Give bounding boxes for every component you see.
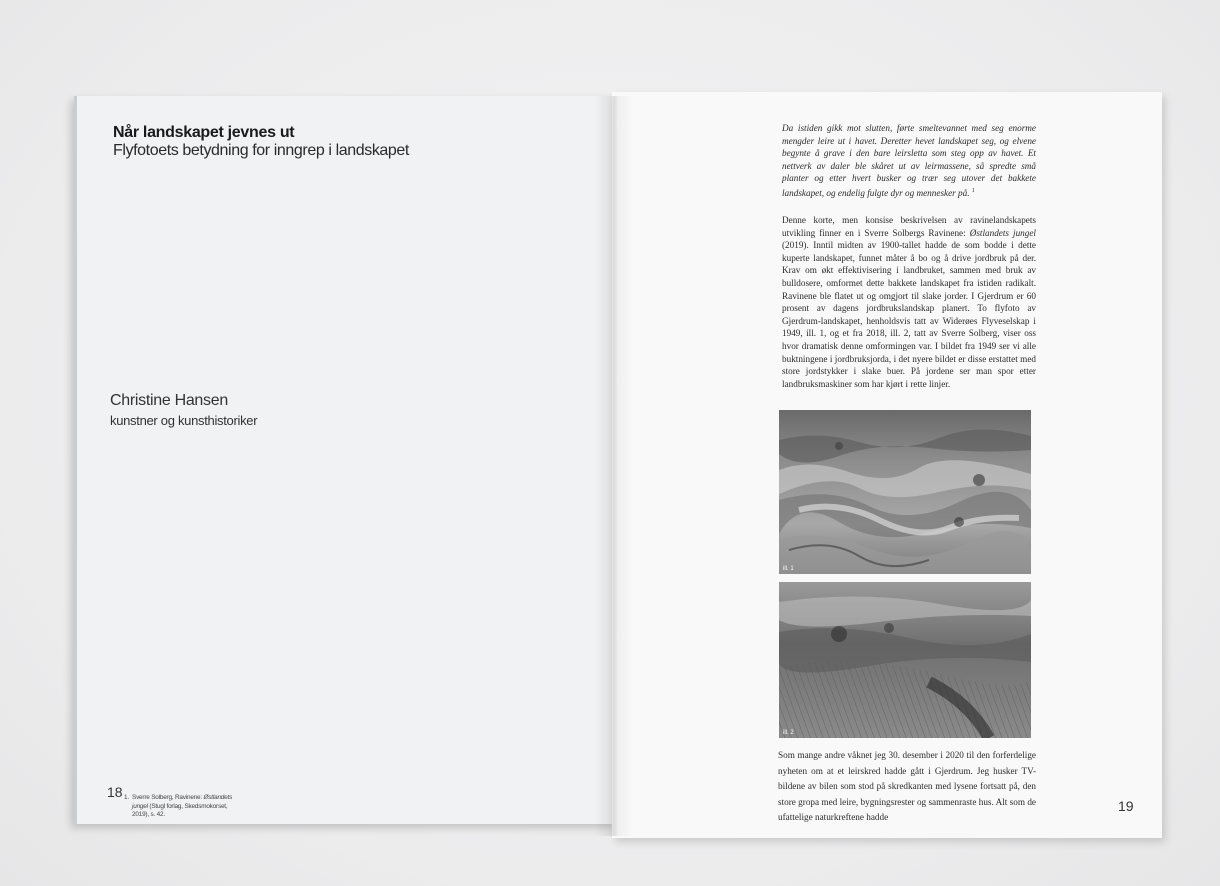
- right-page: [612, 92, 1162, 838]
- body-paragraph-1: [782, 214, 1036, 390]
- page-number-left: 18: [107, 784, 123, 800]
- page-number-right: 19: [1118, 798, 1134, 814]
- open-booklet: [74, 92, 1170, 838]
- body-1-start: Denne korte, men konsise beskrivelsen av ravinelandskapets utvikling finner en i Sverre Solbergs Ravinene:: [782, 215, 1036, 238]
- epigraph-quote: [782, 122, 1036, 200]
- quote-text: Da istiden gikk mot slutten, førte smeltevannet med seg enorme mengder leire ut i havet. Deretter hevet landskapet seg, og elvene begynte å grave i den bare leirsletta som steg opp av havet. Et nettverk av daler ble skåret ut av leirmassene, så spredte små planter og etter hvert busker og trær seg utover det bakkete landskapet, og endelig fulgte dyr og mennesker på.: [782, 123, 1036, 199]
- image-2-label: ill. 2: [783, 730, 794, 736]
- aerial-photo-1-image: [779, 410, 1031, 574]
- footnote-title: Østlandets jungel: [132, 794, 233, 810]
- quote-footnote-ref: 1: [971, 187, 975, 194]
- article-title: Når landskapet jevnes ut: [113, 124, 295, 141]
- footnote-number: 1.: [124, 794, 129, 801]
- aerial-photo-1949: [779, 410, 1031, 574]
- article-subtitle: Flyfotoets betydning for inngrep i landskapet: [113, 142, 409, 159]
- body-paragraph-2: Som mange andre våknet jeg 30. desember i 2020 til den forferdelige nyheten om at et leirskred hadde gått i Gjerdrum. Jeg husker TV-bildene av bilen som stod på skredkanten med lysene fortsatt på, den store gropa med leire, bygningsrester og sammenraste hus. Alt som de ufattelige naturkreftene hadde: [778, 750, 1036, 822]
- footnote-publisher: (Stugl forlag, Skedsmokorset, 2019), s. 42.: [132, 802, 228, 819]
- image-1-label: ill. 1: [783, 566, 794, 572]
- left-page: [74, 96, 617, 824]
- book-title-italic: Østlandets jungel: [969, 227, 1036, 238]
- footnote: [124, 794, 242, 820]
- aerial-photo-2018: [779, 582, 1031, 738]
- body-1-rest: (2019). Inntil midten av 1900-tallet hadde de som bodde i dette kuperte landskapet, funnet måter å bo og å drive jordbruk på der. Krav om økt effektivisering i landbruket, sammen med bruk av bulldosere, omformet dette bakkete landskapet fra istiden radikalt. Ravinene ble flatet ut og omgjort til slake jorder. I Gjerdrum er 60 prosent av dagens jordbrukslandskap planert. To flyfoto av Gjerdrum-landskapet, henholdsvis tatt av Widerøes Flyveselskap i 1949, ill. 1, og et fra 2018, ill. 2, tatt av Sverre Solberg, viser oss hvor dramatisk denne omformingen var. I bildet fra 1949 ser vi alle buktningene i jordbruksjorda, i det nyere bildet er disse erstattet med store jordstykker i slake buer. På jordene ser man spor etter landbruksmaskiner som har kjørt i rette linjer.: [782, 240, 1036, 389]
- author-name: Christine Hansen: [110, 392, 228, 409]
- footnote-author: Sverre Solberg, Ravinene:: [132, 794, 202, 801]
- author-role: kunstner og kunsthistoriker: [110, 413, 258, 428]
- aerial-photo-2-image: [779, 582, 1031, 738]
